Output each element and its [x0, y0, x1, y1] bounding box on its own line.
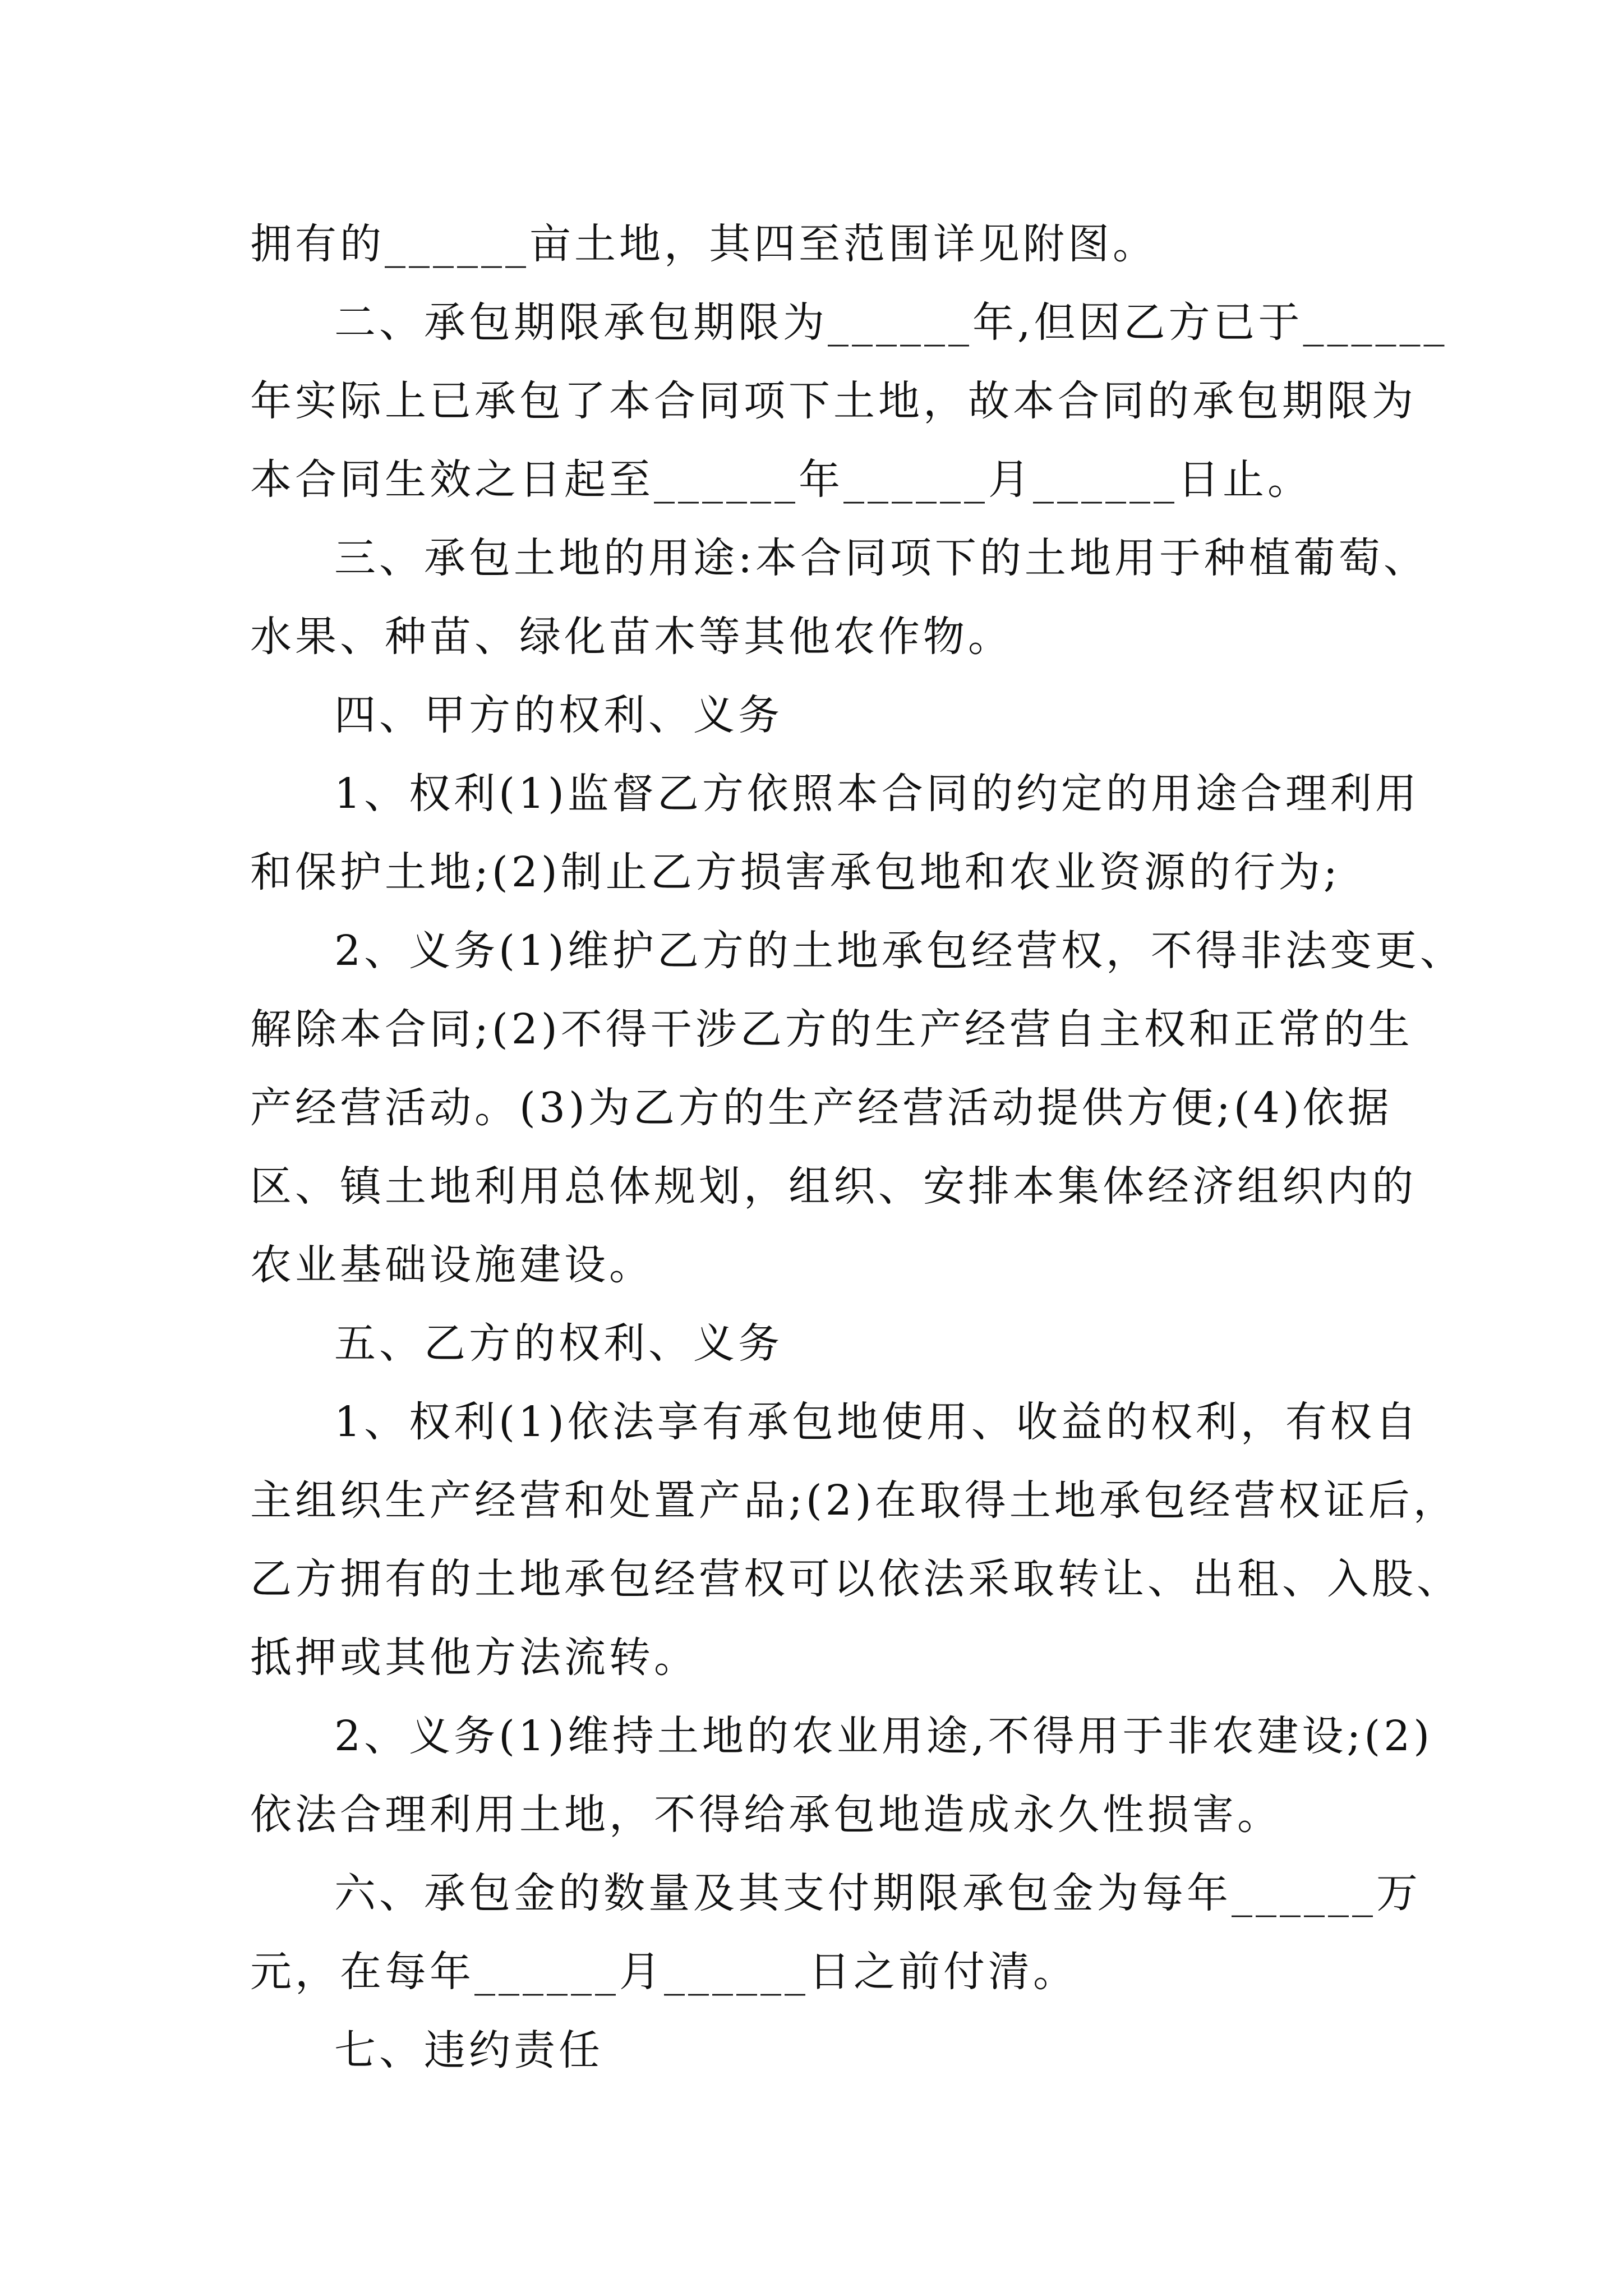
section-heading: 四、甲方的权利、义务: [334, 691, 783, 739]
body-line: 主组织生产经营和处置产品;(2)在取得土地承包经营权证后，: [250, 1476, 1458, 1525]
body-line: 1、权利(1)监督乙方依照本合同的约定的用途合理利用: [334, 770, 1420, 818]
section-heading: 七、违约责任: [334, 2026, 603, 2074]
body-line: 拥有的______亩土地，其四至范围详见附图。: [250, 220, 1158, 268]
body-line: 本合同生效之日起至______年______月______日止。: [250, 455, 1312, 504]
body-line: 抵押或其他方法流转。: [250, 1634, 699, 1682]
body-line: 产经营活动。(3)为乙方的生产经营活动提供方便;(4)依据: [250, 1084, 1393, 1132]
body-line: 依法合理利用土地，不得给承包地造成永久性损害。: [250, 1791, 1282, 1839]
body-line: 水果、种苗、绿化苗木等其他农作物。: [250, 613, 1013, 661]
body-line: 二、承包期限承包期限为______年,但因乙方已于______: [334, 298, 1448, 347]
body-line: 1、权利(1)依法享有承包地使用、收益的权利，有权自: [334, 1398, 1420, 1446]
section-heading: 五、乙方的权利、义务: [334, 1319, 783, 1368]
body-line: 和保护土地;(2)制止乙方损害承包地和农业资源的行为;: [250, 848, 1341, 896]
body-line: 2、义务(1)维护乙方的土地承包经营权，不得非法变更、: [334, 927, 1465, 975]
body-line: 元，在每年______月______日之前付清。: [250, 1948, 1078, 1996]
body-line: 2、义务(1)维持土地的农业用途,不得用于非农建设;(2): [334, 1712, 1433, 1760]
body-line: 区、镇土地利用总体规划，组织、安排本集体经济组织内的: [250, 1162, 1417, 1211]
body-line: 农业基础设施建设。: [250, 1241, 654, 1289]
body-line: 解除本合同;(2)不得干涉乙方的生产经营自主权和正常的生: [250, 1005, 1413, 1053]
body-line: 乙方拥有的土地承包经营权可以依法采取转让、出租、入股、: [250, 1555, 1461, 1603]
body-line: 六、承包金的数量及其支付期限承包金为每年______万: [334, 1869, 1421, 1917]
body-line: 三、承包土地的用途:本合同项下的土地用于种植葡萄、: [334, 534, 1428, 582]
body-line: 年实际上已承包了本合同项下土地，故本合同的承包期限为: [250, 377, 1417, 425]
document-page: [250, 205, 1465, 2090]
